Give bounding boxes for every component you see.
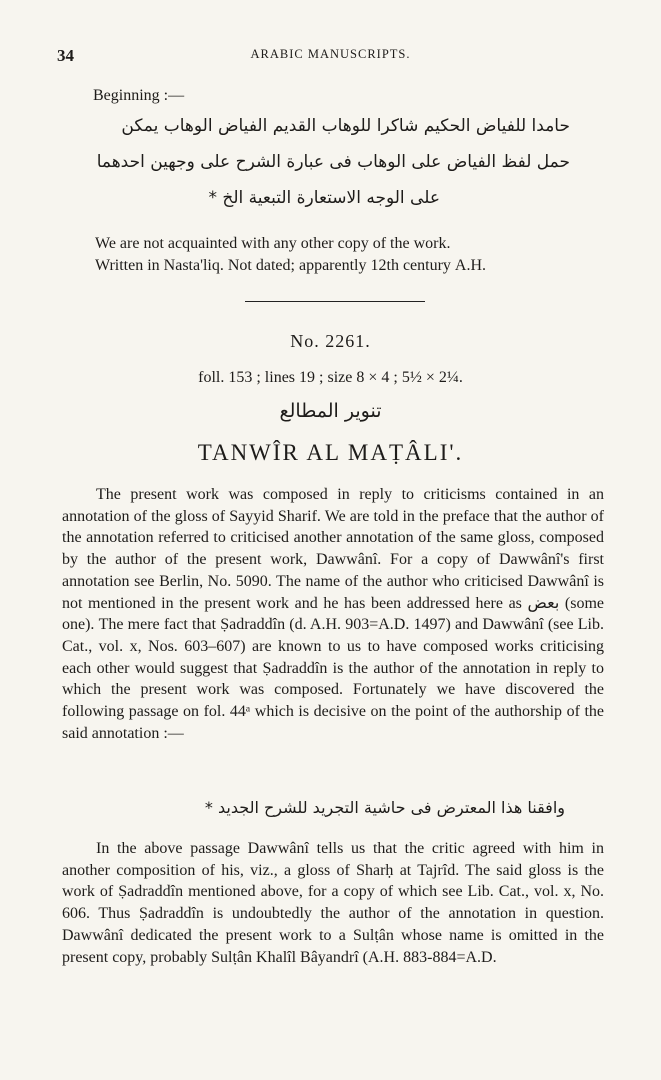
entry-meta: foll. 153 ; lines 19 ; size 8 × 4 ; 5½ × 2¼. bbox=[198, 369, 463, 386]
page-header bbox=[0, 46, 661, 68]
arabic-title: تنوير المطالع bbox=[279, 400, 382, 422]
era-abbrev: A.H. bbox=[454, 256, 487, 274]
paragraph-2 bbox=[62, 838, 604, 968]
body-paragraph: The present work was composed in reply to criticisms contained in an annotation of the gloss of Sayyid Sharif. We are told in the preface that the author of the annotation referred to criticised another annotation of the same gloss, composed by the author of the present work, Dawwânî. For a copy of Dawwânî's first annotation see Berlin, No. 5090. The name of the author who criticised Dawwânî is not mentioned in the present work and he has been addressed here as بعض (some one). The mere fact that Ṣadraddîn (d. A.H. 903=A.D. 1497) and Dawwânî (see Lib. Cat., vol. x, Nos. 603–607) are known to us to have composed works criticising each other would suggest that Ṣadraddîn is the author of the annotation in reply to which the present work was composed. Fortunately we have discovered the following passage on fol. 44ᵃ which is decisive on the point of the authorship of the said annotation :— bbox=[62, 486, 604, 742]
intro-line: Written in Nasta'liq. Not dated; apparently 12th century A.H. bbox=[95, 256, 487, 274]
entry-number: No. 2261. bbox=[290, 331, 371, 351]
page-number: 34 bbox=[57, 46, 74, 65]
beginning-label: Beginning :— bbox=[93, 87, 185, 104]
arabic-quote: وافقنا هذا المعترض فى حاشية التجريد للشرح الجديد * bbox=[204, 798, 565, 817]
section-divider bbox=[245, 301, 425, 302]
work-title: TANWÎR AL MAṬÂLI'. bbox=[197, 440, 464, 465]
paragraph-1 bbox=[62, 484, 604, 744]
arabic-line: حامدا للفياض الحكيم شاكرا للوهاب القديم الفياض الوهاب يمكن bbox=[121, 116, 570, 136]
arabic-line: حمل لفظ الفياض على الوهاب فى عبارة الشرح على وجهين احدهما bbox=[96, 152, 570, 172]
intro-note bbox=[95, 233, 635, 276]
body-paragraph: In the above passage Dawwânî tells us that the critic agreed with him in another composition of his, viz., a gloss of Sharḥ at Tajrîd. The said gloss is the work of Ṣadraddîn mentioned above, for a copy of which see Lib. Cat., vol. x, No. 606. Thus Ṣadraddîn is undoubtedly the author of the annotation in question. Dawwânî dedicated the present work to a Sulṭân whose name is omitted in the present copy, probably Sulṭân Khalîl Bâyandrî (A.H. 883-884=A.D. bbox=[62, 840, 604, 966]
arabic-beginning bbox=[62, 108, 570, 216]
intro-line: We are not acquainted with any other copy of the work. bbox=[95, 235, 451, 252]
running-title: ARABIC MANUSCRIPTS. bbox=[250, 47, 411, 61]
arabic-line: على الوجه الاستعارة التبعية الخ * bbox=[208, 188, 440, 208]
